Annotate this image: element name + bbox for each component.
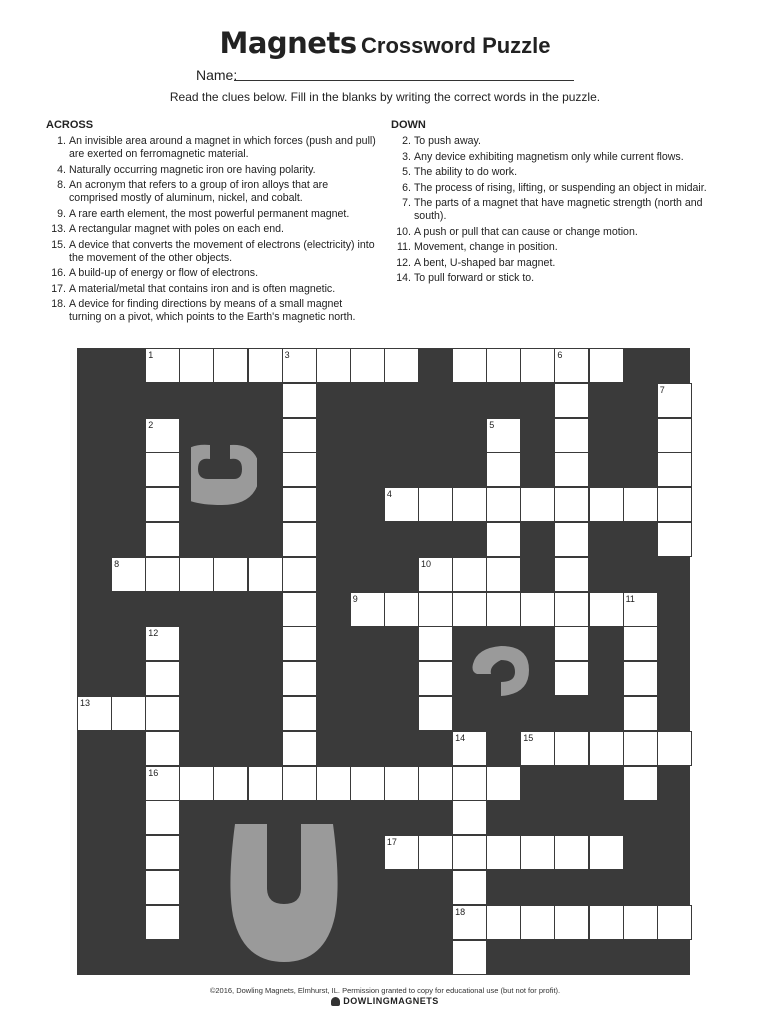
puzzle-cell[interactable]: [248, 348, 283, 383]
across-clue: [46, 179, 376, 205]
crossword-grid: [77, 348, 690, 975]
clue-number: 4.: [57, 163, 66, 176]
puzzle-cell[interactable]: [282, 452, 317, 487]
clue-number: 11.: [397, 241, 411, 253]
puzzle-cell[interactable]: [486, 835, 521, 870]
puzzle-cell[interactable]: [520, 731, 555, 766]
puzzle-cell[interactable]: [554, 905, 589, 940]
puzzle-cell[interactable]: [520, 487, 555, 522]
puzzle-cell[interactable]: [623, 626, 658, 661]
puzzle-cell[interactable]: [282, 557, 317, 592]
puzzle-cell[interactable]: [418, 835, 453, 870]
puzzle-cell[interactable]: [145, 661, 180, 696]
puzzle-cell[interactable]: [179, 557, 214, 592]
puzzle-cell[interactable]: [179, 348, 214, 383]
name-label: Name:: [196, 67, 238, 83]
puzzle-cell[interactable]: [111, 696, 146, 731]
puzzle-cell[interactable]: [282, 766, 317, 801]
puzzle-cell[interactable]: [77, 696, 112, 731]
puzzle-cell[interactable]: [282, 696, 317, 731]
puzzle-cell[interactable]: [589, 348, 624, 383]
across-clue: [46, 267, 376, 280]
puzzle-cell[interactable]: [589, 731, 624, 766]
puzzle-cell[interactable]: [452, 940, 487, 975]
across-clue: [46, 164, 376, 177]
puzzle-cell[interactable]: [384, 487, 419, 522]
puzzle-cell[interactable]: [145, 870, 180, 905]
clue-text: An invisible area around a magnet in which forces (push and pull) are exerted on ferromagnetic material.: [69, 135, 376, 160]
clue-number: 8.: [57, 179, 66, 191]
puzzle-cell[interactable]: [418, 557, 453, 592]
puzzle-cell[interactable]: [213, 557, 248, 592]
cell-number: 9: [352, 593, 358, 604]
puzzle-cell[interactable]: [145, 522, 180, 557]
puzzle-cell[interactable]: [282, 522, 317, 557]
puzzle-cell[interactable]: [486, 557, 521, 592]
puzzle-cell[interactable]: [589, 487, 624, 522]
puzzle-cell[interactable]: [554, 522, 589, 557]
clue-number: 7.: [402, 197, 411, 209]
puzzle-cell[interactable]: [145, 731, 180, 766]
puzzle-cell[interactable]: [657, 452, 692, 487]
cell-number: 13: [80, 698, 91, 708]
clue-text: An acronym that refers to a group of iron alloys that are comprised mostly of aluminum, nickel, and cobalt.: [69, 179, 329, 204]
clue-number: 6.: [402, 181, 411, 194]
puzzle-cell[interactable]: [520, 835, 555, 870]
puzzle-cell[interactable]: [111, 557, 146, 592]
clue-text: To pull forward or stick to.: [414, 272, 535, 284]
cell-number: 6: [557, 350, 563, 360]
page-title: [0, 26, 770, 60]
clue-number: 13.: [51, 223, 66, 235]
puzzle-cell[interactable]: [589, 592, 624, 627]
clue-text: Naturally occurring magnetic iron ore having polarity.: [69, 163, 316, 176]
puzzle-cell[interactable]: [554, 557, 589, 592]
cell-number: 11: [625, 593, 635, 604]
puzzle-cell[interactable]: [179, 766, 214, 801]
clue-number: 1.: [57, 135, 66, 147]
puzzle-cell[interactable]: [418, 626, 453, 661]
puzzle-cell[interactable]: [623, 487, 658, 522]
puzzle-cell[interactable]: [657, 383, 692, 418]
puzzle-cell[interactable]: [282, 487, 317, 522]
puzzle-cell[interactable]: [554, 348, 589, 383]
puzzle-cell[interactable]: [657, 418, 692, 453]
puzzle-cell[interactable]: [384, 592, 419, 627]
puzzle-cell[interactable]: [145, 626, 180, 661]
down-clue: [391, 226, 721, 239]
puzzle-cell[interactable]: [452, 731, 487, 766]
puzzle-cell[interactable]: [384, 348, 419, 383]
puzzle-cell[interactable]: [418, 661, 453, 696]
puzzle-cell[interactable]: [623, 766, 658, 801]
puzzle-cell[interactable]: [554, 661, 589, 696]
puzzle-cell[interactable]: [452, 557, 487, 592]
cell-number: 16: [148, 767, 159, 778]
clue-text: A push or pull that can cause or change motion.: [414, 225, 638, 238]
clue-text: A device that converts the movement of electrons (electricity) into the movement of the other objects.: [69, 238, 375, 264]
puzzle-cell[interactable]: [486, 348, 521, 383]
cell-number: 2: [148, 419, 154, 430]
down-clue: [391, 272, 721, 285]
brand-name: Magnets: [219, 26, 357, 60]
down-clue: [391, 182, 721, 195]
clue-text: The parts of a magnet that have magnetic strength (north and south).: [414, 197, 703, 222]
across-heading: ACROSS: [46, 119, 94, 131]
title-text: Crossword Puzzle: [361, 33, 551, 58]
puzzle-cell[interactable]: [486, 905, 521, 940]
puzzle-cell[interactable]: [657, 905, 692, 940]
puzzle-cell[interactable]: [282, 383, 317, 418]
across-clue: [46, 208, 376, 221]
cell-number: 15: [523, 732, 534, 743]
puzzle-cell[interactable]: [623, 592, 658, 627]
puzzle-cell[interactable]: [350, 592, 385, 627]
puzzle-cell[interactable]: [248, 557, 283, 592]
puzzle-cell[interactable]: [418, 766, 453, 801]
puzzle-cell[interactable]: [486, 418, 521, 453]
puzzle-cell[interactable]: [316, 766, 351, 801]
puzzle-cell[interactable]: [657, 522, 692, 557]
puzzle-cell[interactable]: [316, 348, 351, 383]
puzzle-cell[interactable]: [486, 452, 521, 487]
across-clue: [46, 239, 376, 265]
clue-number: 2.: [402, 135, 411, 147]
puzzle-cell[interactable]: [657, 731, 692, 766]
cell-number: 14: [455, 732, 466, 743]
puzzle-cell[interactable]: [452, 487, 487, 522]
clue-text: Any device exhibiting magnetism only while current flows.: [414, 150, 684, 163]
puzzle-cell[interactable]: [418, 487, 453, 522]
clue-number: 14.: [396, 272, 411, 284]
puzzle-cell[interactable]: [282, 418, 317, 453]
clue-text: The ability to do work.: [414, 166, 518, 178]
clue-number: 16.: [51, 267, 66, 279]
clue-text: A build-up of energy or flow of electrons.: [69, 267, 259, 279]
down-clue: [391, 197, 721, 223]
puzzle-cell[interactable]: [145, 557, 180, 592]
cell-number: 1: [148, 350, 154, 360]
puzzle-cell[interactable]: [145, 835, 180, 870]
cell-number: 8: [114, 558, 120, 569]
puzzle-cell[interactable]: [282, 592, 317, 627]
puzzle-cell[interactable]: [452, 800, 487, 835]
puzzle-cell[interactable]: [554, 835, 589, 870]
clue-number: 9.: [57, 207, 66, 220]
puzzle-cell[interactable]: [589, 835, 624, 870]
clue-number: 5.: [402, 166, 411, 178]
puzzle-cell[interactable]: [452, 835, 487, 870]
clue-number: 18.: [51, 298, 66, 310]
horseshoe-magnet-icon: [471, 644, 531, 698]
puzzle-cell[interactable]: [213, 766, 248, 801]
clue-text: A bent, U-shaped bar magnet.: [414, 256, 556, 269]
puzzle-cell[interactable]: [145, 452, 180, 487]
across-clue: [46, 223, 376, 236]
puzzle-cell[interactable]: [145, 487, 180, 522]
puzzle-cell[interactable]: [554, 626, 589, 661]
clue-text: Movement, change in position.: [414, 241, 558, 253]
horseshoe-magnet-icon: [191, 434, 257, 514]
brand-logo: [0, 996, 770, 1006]
puzzle-cell[interactable]: [554, 383, 589, 418]
clue-text: The process of rising, lifting, or suspending an object in midair.: [414, 181, 707, 194]
cell-number: 12: [148, 628, 159, 639]
clue-text: A device for finding directions by means of a small magnet turning on a pivot, which points to the Earth's magnetic north.: [69, 298, 356, 323]
clue-number: 10.: [396, 225, 411, 238]
down-clue: [391, 135, 721, 148]
puzzle-cell[interactable]: [486, 522, 521, 557]
logo-icon: [331, 997, 340, 1006]
puzzle-cell[interactable]: [623, 696, 658, 731]
logo-text: DOWLINGMAGNETS: [343, 996, 439, 1006]
clue-text: To push away.: [414, 135, 481, 147]
horseshoe-magnet-icon: [227, 824, 341, 964]
puzzle-cell[interactable]: [520, 592, 555, 627]
puzzle-cell[interactable]: [145, 905, 180, 940]
puzzle-cell[interactable]: [282, 626, 317, 661]
across-clue: [46, 135, 376, 161]
puzzle-cell[interactable]: [145, 800, 180, 835]
puzzle-cell[interactable]: [145, 766, 180, 801]
puzzle-cell[interactable]: [452, 766, 487, 801]
clue-text: A material/metal that contains iron and is often magnetic.: [69, 282, 336, 295]
puzzle-cell[interactable]: [657, 487, 692, 522]
puzzle-cell[interactable]: [145, 696, 180, 731]
copyright-text: ©2016, Dowling Magnets, Elmhurst, IL. Permission granted to copy for educational use (but not for profit).: [209, 986, 561, 995]
cell-number: 4: [386, 489, 392, 500]
puzzle-cell[interactable]: [452, 905, 487, 940]
puzzle-cell[interactable]: [282, 348, 317, 383]
cell-number: 18: [455, 906, 466, 917]
down-clue: [391, 151, 721, 164]
puzzle-cell[interactable]: [384, 835, 419, 870]
puzzle-cell[interactable]: [520, 905, 555, 940]
across-clue: [46, 298, 376, 324]
down-clue: [391, 257, 721, 270]
clue-text: A rectangular magnet with poles on each end.: [69, 223, 284, 235]
puzzle-cell[interactable]: [145, 418, 180, 453]
puzzle-cell[interactable]: [350, 766, 385, 801]
puzzle-cell[interactable]: [384, 766, 419, 801]
puzzle-cell[interactable]: [554, 592, 589, 627]
down-heading: DOWN: [391, 119, 426, 131]
puzzle-cell[interactable]: [486, 487, 521, 522]
cell-number: 10: [421, 558, 432, 569]
clue-number: 17.: [51, 282, 66, 295]
puzzle-cell[interactable]: [554, 418, 589, 453]
puzzle-cell[interactable]: [248, 766, 283, 801]
puzzle-cell[interactable]: [452, 870, 487, 905]
name-field[interactable]: [234, 80, 574, 81]
cell-number: 7: [659, 384, 665, 395]
puzzle-cell[interactable]: [554, 731, 589, 766]
clue-number: 15.: [51, 238, 66, 251]
down-clue: [391, 241, 721, 254]
puzzle-cell[interactable]: [623, 661, 658, 696]
puzzle-cell[interactable]: [623, 905, 658, 940]
puzzle-cell[interactable]: [418, 592, 453, 627]
clue-number: 12.: [396, 256, 411, 269]
puzzle-cell[interactable]: [623, 731, 658, 766]
across-clues: [46, 119, 376, 327]
puzzle-cell[interactable]: [554, 487, 589, 522]
puzzle-cell[interactable]: [282, 731, 317, 766]
puzzle-cell[interactable]: [520, 348, 555, 383]
down-clues: [391, 119, 721, 288]
cell-number: 5: [489, 419, 495, 430]
puzzle-cell[interactable]: [589, 905, 624, 940]
cell-number: 17: [386, 837, 397, 848]
clue-text: A rare earth element, the most powerful permanent magnet.: [69, 207, 350, 220]
instructions: Read the clues below. Fill in the blanks by writing the correct words in the puzzle.: [169, 90, 601, 104]
puzzle-cell[interactable]: [554, 452, 589, 487]
puzzle-cell[interactable]: [418, 696, 453, 731]
puzzle-cell[interactable]: [486, 766, 521, 801]
across-clue: [46, 283, 376, 296]
puzzle-cell[interactable]: [213, 348, 248, 383]
clue-number: 3.: [402, 150, 411, 163]
puzzle-cell[interactable]: [282, 661, 317, 696]
puzzle-cell[interactable]: [486, 592, 521, 627]
cell-number: 3: [284, 350, 290, 360]
puzzle-cell[interactable]: [145, 348, 180, 383]
puzzle-cell[interactable]: [452, 592, 487, 627]
puzzle-cell[interactable]: [350, 348, 385, 383]
down-clue: [391, 166, 721, 179]
puzzle-cell[interactable]: [452, 348, 487, 383]
